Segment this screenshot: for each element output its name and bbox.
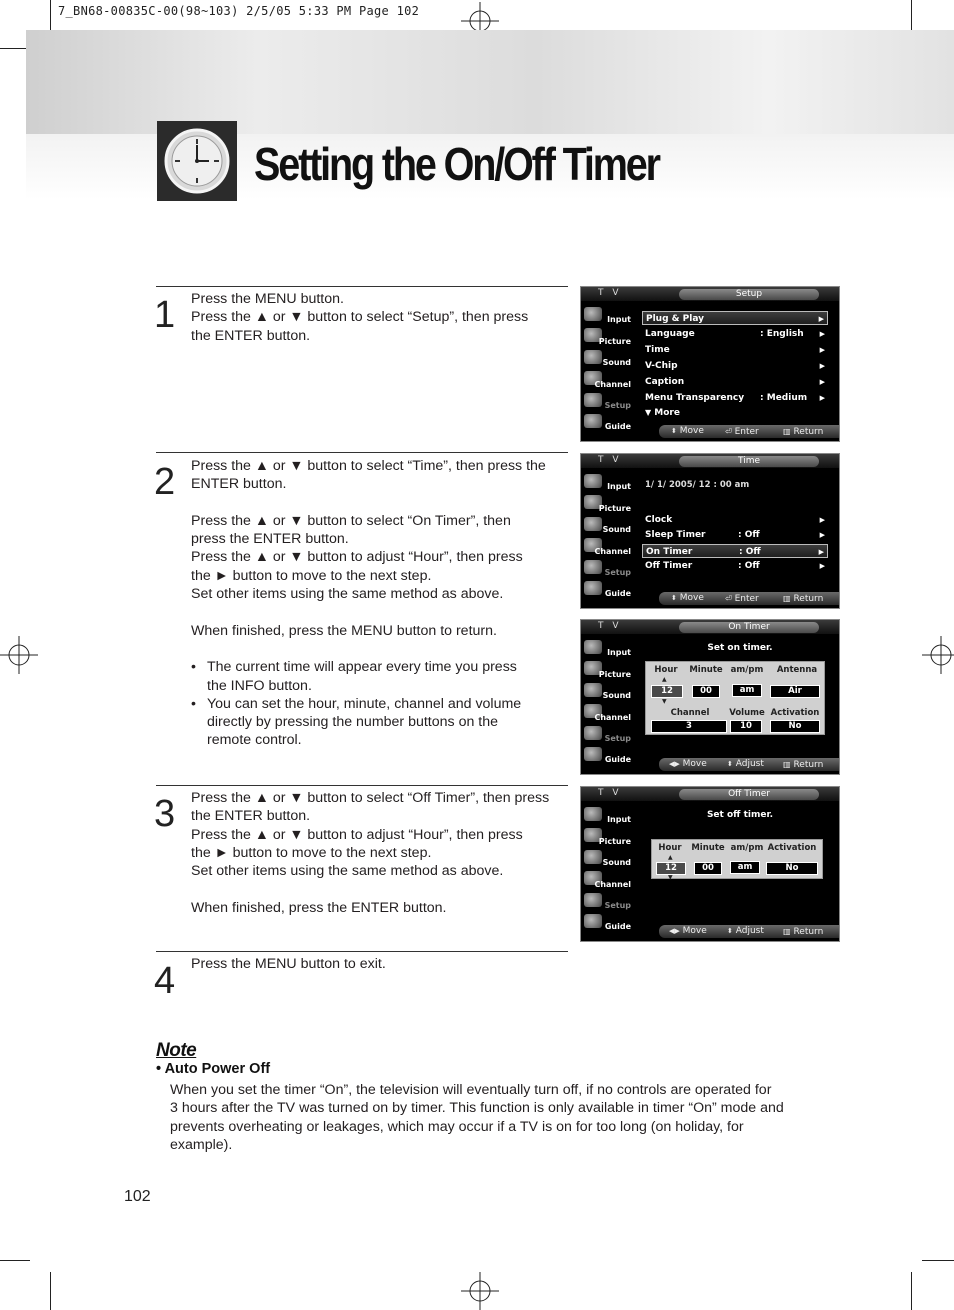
column-header: am/pm [730, 665, 764, 675]
sidebar-item-guide[interactable]: Guide [582, 578, 634, 599]
page-title: Setting the On/Off Timer [254, 138, 659, 190]
ampm-field[interactable]: am [732, 684, 762, 697]
setup-icon [584, 393, 602, 407]
setup-icon [584, 560, 602, 574]
step-line: ENTER button. [191, 476, 287, 493]
note-text [170, 1081, 840, 1154]
input-icon [584, 807, 602, 821]
step-number: 1 [154, 294, 176, 336]
column-header: Hour [654, 665, 678, 675]
sound-icon [584, 850, 602, 864]
step-line: press the ENTER button. [191, 531, 349, 548]
column-header: Volume [729, 708, 765, 718]
menu-item-clock[interactable]: Clock ▶ [645, 515, 825, 525]
step-line: Press the MENU button to exit. [191, 956, 386, 972]
menu-item-menu-transparency[interactable]: Menu Transparency : Medium ▶ [645, 393, 825, 403]
dialog-subtitle: Set off timer. [706, 810, 774, 820]
activation-field[interactable]: No [766, 862, 818, 875]
tv-screen-off-timer [580, 786, 840, 942]
tv-label: T V [598, 621, 622, 631]
header-band [26, 30, 954, 134]
arrow-right-icon: ▶ [818, 548, 824, 556]
setup-icon [584, 893, 602, 907]
setup-icon [584, 726, 602, 740]
arrow-right-icon: ▶ [818, 315, 824, 323]
step-line: Press the ▲ or ▼ button to adjust “Hour”, then press [191, 549, 523, 566]
sound-icon [584, 350, 602, 364]
arrow-down-icon: ▼ [662, 698, 667, 705]
step-line: When finished, press the MENU button to return. [191, 622, 497, 639]
guide-icon [584, 414, 602, 428]
note-line: example). [170, 1136, 233, 1153]
sidebar-item-picture[interactable]: Picture [582, 325, 634, 346]
minute-field[interactable]: 00 [692, 685, 720, 698]
sidebar-item-guide[interactable]: Guide [582, 411, 634, 432]
enter-icon: ⏎ [725, 594, 732, 603]
step-number: 2 [154, 461, 176, 503]
step-line: Press the ▲ or ▼ button to select “Off Timer”, then press [191, 790, 550, 806]
column-header: Hour [658, 843, 682, 853]
sidebar-item-input[interactable]: Input [582, 471, 634, 492]
return-icon: ▥ [783, 927, 791, 936]
guide-icon [584, 914, 602, 928]
step-number: 3 [154, 793, 176, 835]
menu-item-off-timer[interactable]: Off Timer : Off ▶ [645, 561, 825, 571]
screen-footer: ◀▶ Move ⬍ Adjust ▥ Return [659, 758, 839, 771]
sidebar-item-picture[interactable]: Picture [582, 825, 634, 846]
sidebar [582, 471, 634, 599]
sidebar-item-picture[interactable]: Picture [582, 658, 634, 679]
tv-screen-setup [580, 286, 840, 442]
bullet-item: • The current time will appear every time you press the INFO button. [191, 658, 567, 695]
channel-field[interactable]: 3 [651, 720, 727, 733]
menu-title: On Timer [679, 622, 819, 633]
sidebar [582, 304, 634, 432]
sidebar-item-sound[interactable]: Sound [582, 514, 634, 535]
print-slug: 7_BN68-00835C-00(98~103) 2/5/05 5:33 PM Page 102 [58, 4, 420, 18]
bullet-line: directly by pressing the number buttons on the [207, 714, 499, 731]
arrow-right-icon: ▶ [819, 330, 825, 338]
hour-field[interactable]: 12 [651, 685, 683, 698]
sidebar-item-sound[interactable]: Sound [582, 347, 634, 368]
step-4-text [191, 955, 567, 973]
registration-mark-icon [922, 636, 954, 674]
sidebar-item-channel[interactable]: Channel [582, 535, 634, 556]
tv-label: T V [598, 455, 622, 465]
ampm-field[interactable]: am [730, 861, 760, 874]
bullet-item: • You can set the hour, minute, channel and volume directly by pressing the number buttons on the remote control. [191, 695, 567, 750]
step-line: the ► button to move to the next step. [191, 567, 432, 584]
left-right-icon: ◀▶ [669, 927, 680, 935]
column-header: Activation [767, 843, 817, 853]
up-down-icon: ⬍ [671, 427, 677, 435]
step-line: Press the ▲ or ▼ button to select “Setup”, then press [191, 309, 529, 326]
note-line: prevents overheating or leakages, which may occur if a TV is on for too long (on holiday, for [170, 1118, 744, 1135]
menu-title: Setup [679, 289, 819, 300]
step-3-text [191, 789, 567, 917]
hour-field[interactable]: 12 [656, 862, 686, 875]
arrow-down-icon: ▼ [668, 874, 673, 881]
step-line: Press the ▲ or ▼ button to adjust “Hour”, then press [191, 826, 523, 843]
antenna-field[interactable]: Air [770, 685, 820, 698]
tv-screen-on-timer [580, 619, 840, 775]
column-header: Channel [670, 708, 710, 718]
activation-field[interactable]: No [770, 720, 820, 733]
screen-footer: ◀▶ Move ⬍ Adjust ▥ Return [659, 925, 839, 938]
crop-mark [50, 1272, 51, 1310]
arrow-right-icon: ▶ [819, 516, 825, 524]
bullet-line: the INFO button. [207, 677, 312, 694]
return-icon: ▥ [783, 427, 791, 436]
step-line: Set other items using the same method as above. [191, 863, 504, 880]
crop-mark [922, 1260, 954, 1261]
on-timer-panel [645, 661, 825, 735]
sidebar-item-sound[interactable]: Sound [582, 680, 634, 701]
minute-field[interactable]: 00 [694, 862, 722, 875]
bullet-line: remote control. [207, 732, 302, 749]
column-header: am/pm [730, 843, 764, 853]
menu-item-sleep-timer[interactable]: Sleep Timer : Off ▶ [645, 530, 825, 540]
menu-item-language[interactable]: Language : English ▶ [645, 329, 825, 339]
sidebar-item-picture[interactable]: Picture [582, 492, 634, 513]
menu-item-v-chip[interactable]: V-Chip ▶ [645, 361, 825, 371]
input-icon [584, 307, 602, 321]
step-number: 4 [154, 960, 176, 1002]
guide-icon [584, 747, 602, 761]
sidebar [582, 804, 634, 932]
column-header: Minute [689, 665, 723, 675]
column-header: Minute [691, 843, 725, 853]
arrow-right-icon: ▶ [819, 562, 825, 570]
column-header: Activation [770, 708, 820, 718]
screen-footer: ⬍ Move ⏎ Enter ▥ Return [659, 425, 839, 438]
sidebar-item-setup[interactable]: Setup [582, 890, 634, 911]
clock-icon [157, 121, 237, 201]
current-time: 1/ 1/ 2005/ 12 : 00 am [645, 480, 750, 490]
page-number: 102 [124, 1188, 151, 1205]
step-line: When finished, press the ENTER button. [191, 899, 447, 916]
step-divider [156, 951, 568, 952]
sound-icon [584, 517, 602, 531]
sidebar-item-channel[interactable]: Channel [582, 868, 634, 889]
sidebar-item-input[interactable]: Input [582, 804, 634, 825]
volume-field[interactable]: 10 [730, 720, 762, 733]
step-line: Press the MENU button. [191, 291, 344, 307]
sidebar-item-setup[interactable]: Setup [582, 723, 634, 744]
input-icon [584, 640, 602, 654]
menu-item-plug-and-play[interactable]: Plug & Play ▶ [642, 311, 828, 325]
menu-title: Time [679, 456, 819, 467]
registration-mark-icon [461, 1272, 499, 1310]
step-divider [156, 785, 568, 786]
crop-mark [0, 1260, 30, 1261]
registration-mark-icon [0, 636, 38, 674]
bullet-line: You can set the hour, minute, channel and volume [207, 695, 522, 712]
step-1-text [191, 290, 567, 345]
enter-icon: ⏎ [725, 427, 732, 436]
sidebar-item-input[interactable]: Input [582, 304, 634, 325]
step-line: the ENTER button. [191, 808, 311, 825]
step-line: Set other items using the same method as above. [191, 586, 504, 603]
menu-title: Off Timer [679, 789, 819, 800]
note-bullet-title: • Auto Power Off [156, 1061, 271, 1077]
sidebar-item-setup[interactable]: Setup [582, 390, 634, 411]
note-line: When you set the timer “On”, the television will eventually turn off, if no controls are operated for [170, 1082, 772, 1098]
sidebar-item-channel[interactable]: Channel [582, 701, 634, 722]
up-down-icon: ⬍ [671, 594, 677, 602]
sidebar-item-guide[interactable]: Guide [582, 911, 634, 932]
sidebar-item-setup[interactable]: Setup [582, 557, 634, 578]
crop-mark [911, 1272, 912, 1310]
menu-item-on-timer[interactable]: On Timer : Off ▶ [642, 544, 828, 558]
arrow-down-icon: ▼ [645, 408, 652, 417]
screen-footer: ⬍ Move ⏎ Enter ▥ Return [659, 592, 839, 605]
step-line: Press the ▲ or ▼ button to select “Time”, then press the [191, 458, 546, 474]
step-line: Press the ▲ or ▼ button to select “On Timer”, then [191, 512, 511, 529]
arrow-up-icon: ▲ [668, 854, 673, 861]
step-line: the ENTER button. [191, 327, 311, 344]
sound-icon [584, 683, 602, 697]
arrow-right-icon: ▶ [819, 394, 825, 402]
dialog-subtitle: Set on timer. [707, 643, 773, 653]
sidebar-item-channel[interactable]: Channel [582, 368, 634, 389]
menu-item-more[interactable]: ▼ More [645, 408, 680, 418]
up-down-icon: ⬍ [727, 760, 733, 768]
tv-label: T V [598, 288, 622, 298]
bullet-line: The current time will appear every time you press [207, 659, 517, 676]
sidebar-item-input[interactable]: Input [582, 637, 634, 658]
up-down-icon: ⬍ [727, 927, 733, 935]
sidebar-item-guide[interactable]: Guide [582, 744, 634, 765]
arrow-right-icon: ▶ [819, 531, 825, 539]
note-heading: Note [156, 1040, 197, 1061]
step-divider [156, 452, 568, 453]
tv-screen-time [580, 453, 840, 609]
clock-icon-box [157, 121, 237, 201]
return-icon: ▥ [783, 760, 791, 769]
input-icon [584, 474, 602, 488]
column-header: Antenna [776, 665, 818, 675]
sidebar [582, 637, 634, 765]
guide-icon [584, 581, 602, 595]
step-line: the ► button to move to the next step. [191, 844, 432, 861]
step-divider [156, 286, 568, 287]
return-icon: ▥ [783, 594, 791, 603]
menu-item-time[interactable]: Time ▶ [645, 345, 825, 355]
arrow-right-icon: ▶ [819, 378, 825, 386]
arrow-up-icon: ▲ [662, 676, 667, 683]
left-right-icon: ◀▶ [669, 760, 680, 768]
arrow-right-icon: ▶ [819, 362, 825, 370]
step-2-text [191, 457, 567, 750]
menu-item-caption[interactable]: Caption ▶ [645, 377, 825, 387]
sidebar-item-sound[interactable]: Sound [582, 847, 634, 868]
arrow-right-icon: ▶ [819, 346, 825, 354]
tv-label: T V [598, 788, 622, 798]
off-timer-panel [651, 839, 823, 879]
note-line: 3 hours after the TV was turned on by timer. This function is only available in timer “On” mode and [170, 1100, 784, 1117]
